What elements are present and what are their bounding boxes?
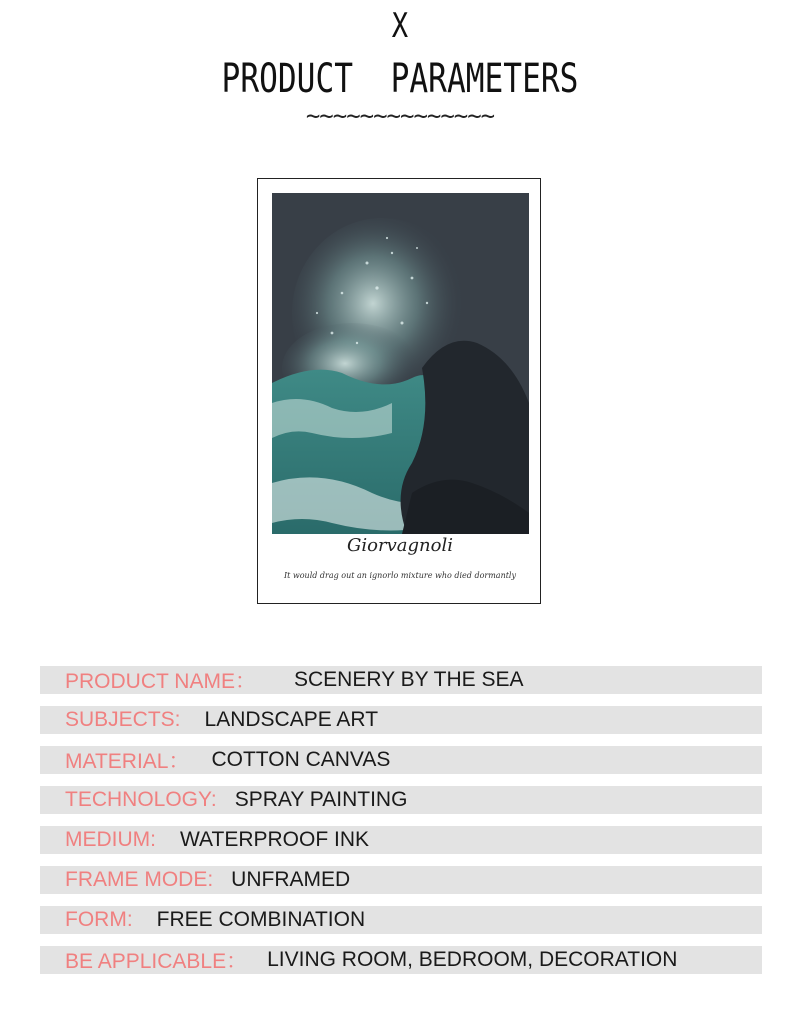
param-value: LIVING ROOM, BEDROOM, DECORATION xyxy=(267,948,678,971)
param-row-medium xyxy=(40,826,762,854)
param-row-frame-mode xyxy=(40,866,762,894)
page-title: PRODUCT PARAMETERS xyxy=(221,56,579,102)
param-label: MATERIAL： xyxy=(65,750,190,773)
param-row-be-applicable xyxy=(40,946,762,974)
param-label: SUBJECTS: xyxy=(65,708,181,731)
param-value: FREE COMBINATION xyxy=(156,908,366,931)
param-row-material xyxy=(40,746,762,774)
param-label: PRODUCT NAME： xyxy=(65,670,256,693)
sea-wave-image xyxy=(272,193,529,534)
param-label: FORM: xyxy=(65,908,133,931)
param-value: SCENERY BY THE SEA xyxy=(293,668,524,691)
param-row-technology xyxy=(40,786,762,814)
artwork-print xyxy=(257,178,541,604)
param-value: WATERPROOF INK xyxy=(180,828,369,851)
param-row-subjects xyxy=(40,706,762,734)
param-value: SPRAY PAINTING xyxy=(234,788,408,811)
param-value: COTTON CANVAS xyxy=(211,748,391,771)
param-value: UNFRAMED xyxy=(231,868,351,891)
artist-signature: Giorvagnoli xyxy=(347,535,453,556)
param-row-product-name xyxy=(40,666,762,694)
parameter-table xyxy=(40,666,762,986)
param-label: TECHNOLOGY: xyxy=(65,788,217,811)
param-label: MEDIUM: xyxy=(65,828,156,851)
param-row-form xyxy=(40,906,762,934)
artwork-caption: It would drag out an ignorlo mixture who died dormantly xyxy=(283,571,517,580)
param-label: BE APPLICABLE： xyxy=(65,950,248,973)
param-value: LANDSCAPE ART xyxy=(204,708,379,731)
param-label: FRAME MODE: xyxy=(65,868,214,891)
close-x-mark: X xyxy=(391,6,409,46)
tilde-divider: ~~~~~~~~~~~~~~ xyxy=(305,102,495,130)
